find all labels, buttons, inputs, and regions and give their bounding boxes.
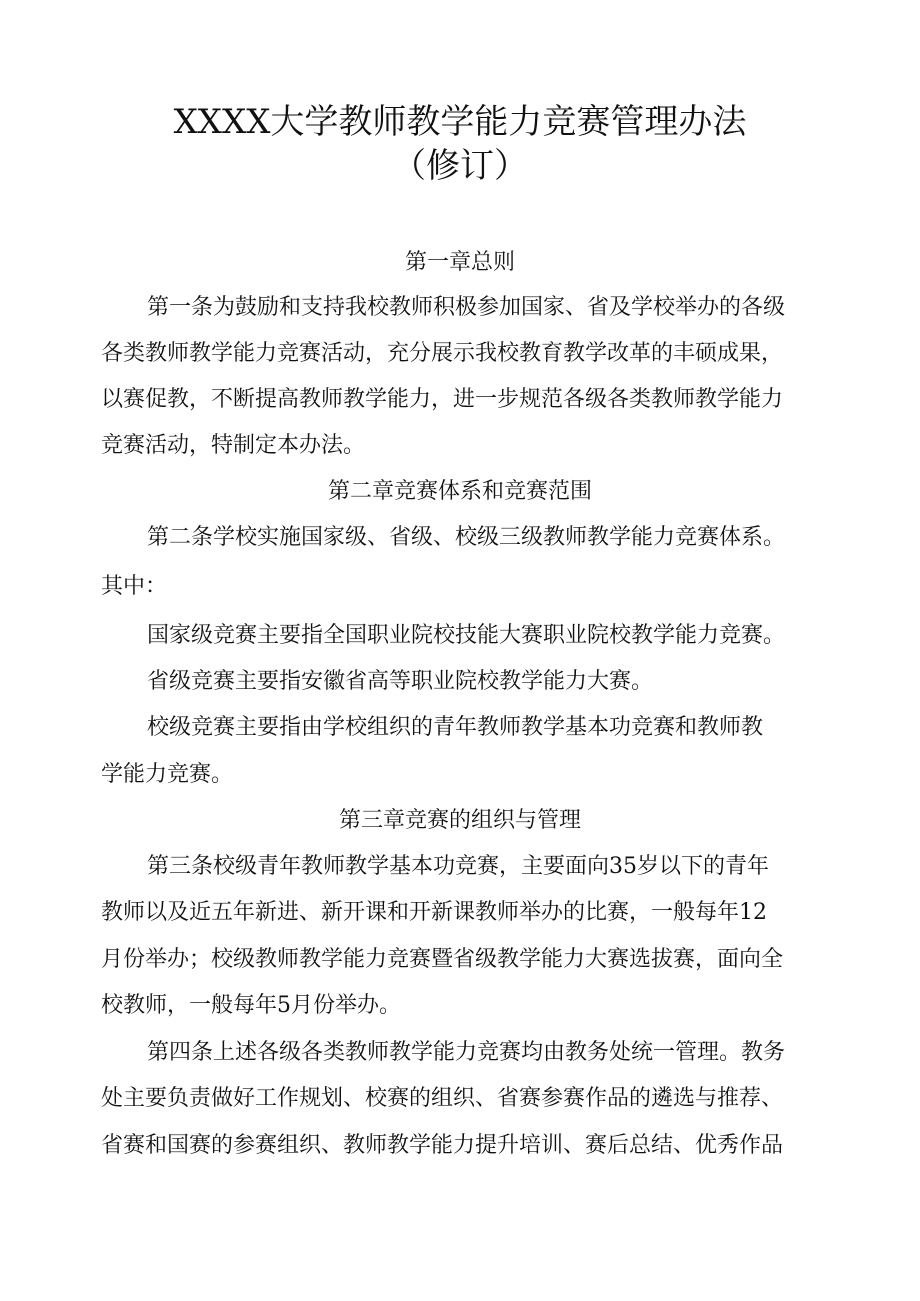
paragraph-line: 其中： — [101, 574, 168, 599]
paragraph-line: 处主要负责做好工作规划、校赛的组织、省赛参赛作品的遴选与推荐、 — [101, 1086, 784, 1111]
paragraph-line: 月份举办；校级教师教学能力竞赛暨省级教学能力大赛选拔赛，面向全 — [101, 947, 784, 972]
chapter-heading: 第一章总则 — [404, 250, 515, 275]
chapter-heading: 第二章竞赛体系和竞赛范围 — [327, 479, 592, 504]
paragraph-line: 各类教师教学能力竞赛活动，充分展示我校教育教学改革的丰硕成果， — [101, 341, 784, 366]
paragraph-line: 第二条学校实施国家级、省级、校级三级教师教学能力竞赛体系。 — [147, 525, 786, 550]
paragraph-line: 教师以及近五年新进、新开课和开新课教师举办的比赛，一般每年12 — [101, 900, 767, 925]
paragraph-line: 第四条上述各级各类教师教学能力竞赛均由教务处统一管理。教务 — [147, 1040, 786, 1065]
paragraph-line: 学能力竞赛。 — [101, 762, 234, 787]
paragraph-line: 省赛和国赛的参赛组织、教师教学能力提升培训、赛后总结、优秀作品 — [101, 1133, 784, 1158]
paragraph-line: 校级竞赛主要指由学校组织的青年教师教学基本功竞赛和教师教 — [147, 715, 764, 740]
chapter-heading: 第三章竞赛的组织与管理 — [338, 808, 581, 833]
document-title: XXXX大学教师教学能力竞赛管理办法 — [173, 102, 747, 142]
paragraph-line: 国家级竞赛主要指全国职业院校技能大赛职业院校教学能力竞赛。 — [147, 623, 786, 648]
paragraph-line: 省级竞赛主要指安徽省高等职业院校教学能力大赛。 — [147, 669, 654, 694]
paragraph-line: 校教师，一般每年5月份举办。 — [101, 993, 401, 1018]
paragraph-line: 以赛促教，不断提高教师教学能力，进一步规范各级各类教师教学能力 — [101, 387, 784, 412]
document-subtitle: （修订） — [392, 146, 528, 186]
paragraph-line: 竞赛活动，特制定本办法。 — [101, 433, 366, 458]
paragraph-line: 第三条校级青年教师教学基本功竞赛，主要面向35岁以下的青年 — [147, 854, 769, 879]
paragraph-line: 第一条为鼓励和支持我校教师积极参加国家、省及学校举办的各级 — [147, 295, 786, 320]
